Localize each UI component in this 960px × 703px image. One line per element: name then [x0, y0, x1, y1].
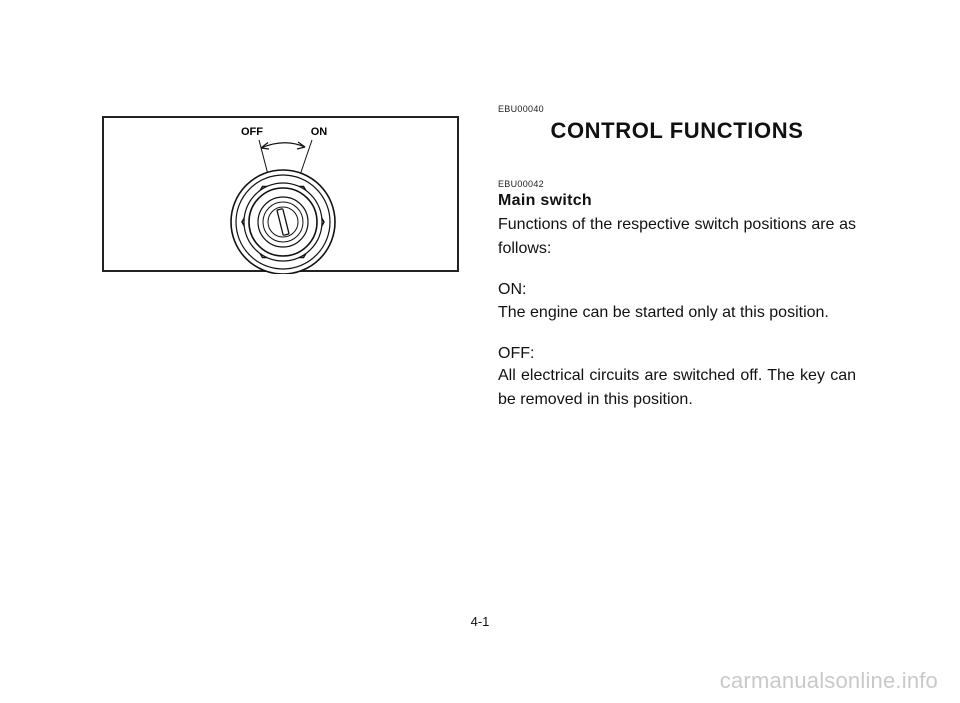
- ignition-switch: [231, 170, 335, 274]
- key-switch-drawing: [104, 118, 461, 274]
- section-heading: Main switch: [498, 192, 592, 209]
- page-title: CONTROL FUNCTIONS: [550, 118, 804, 143]
- intro-paragraph: Functions of the respective switch positions are as follows:: [498, 216, 856, 257]
- off-position-description: All electrical circuits are switched off. The key can be removed in this position.: [498, 367, 856, 408]
- subsection-code: EBU00042: [498, 179, 544, 189]
- on-position-heading: ON:: [498, 281, 527, 298]
- off-position-label: OFF: [241, 126, 263, 138]
- main-switch-illustration: [102, 116, 459, 272]
- watermark: carmanualsonline.info: [719, 668, 938, 693]
- on-position-description: The engine can be started only at this position.: [498, 304, 829, 321]
- on-position-label: ON: [310, 126, 328, 138]
- page-number: 4-1: [470, 614, 490, 629]
- section-code: EBU00040: [498, 104, 544, 114]
- off-position-heading: OFF:: [498, 345, 535, 362]
